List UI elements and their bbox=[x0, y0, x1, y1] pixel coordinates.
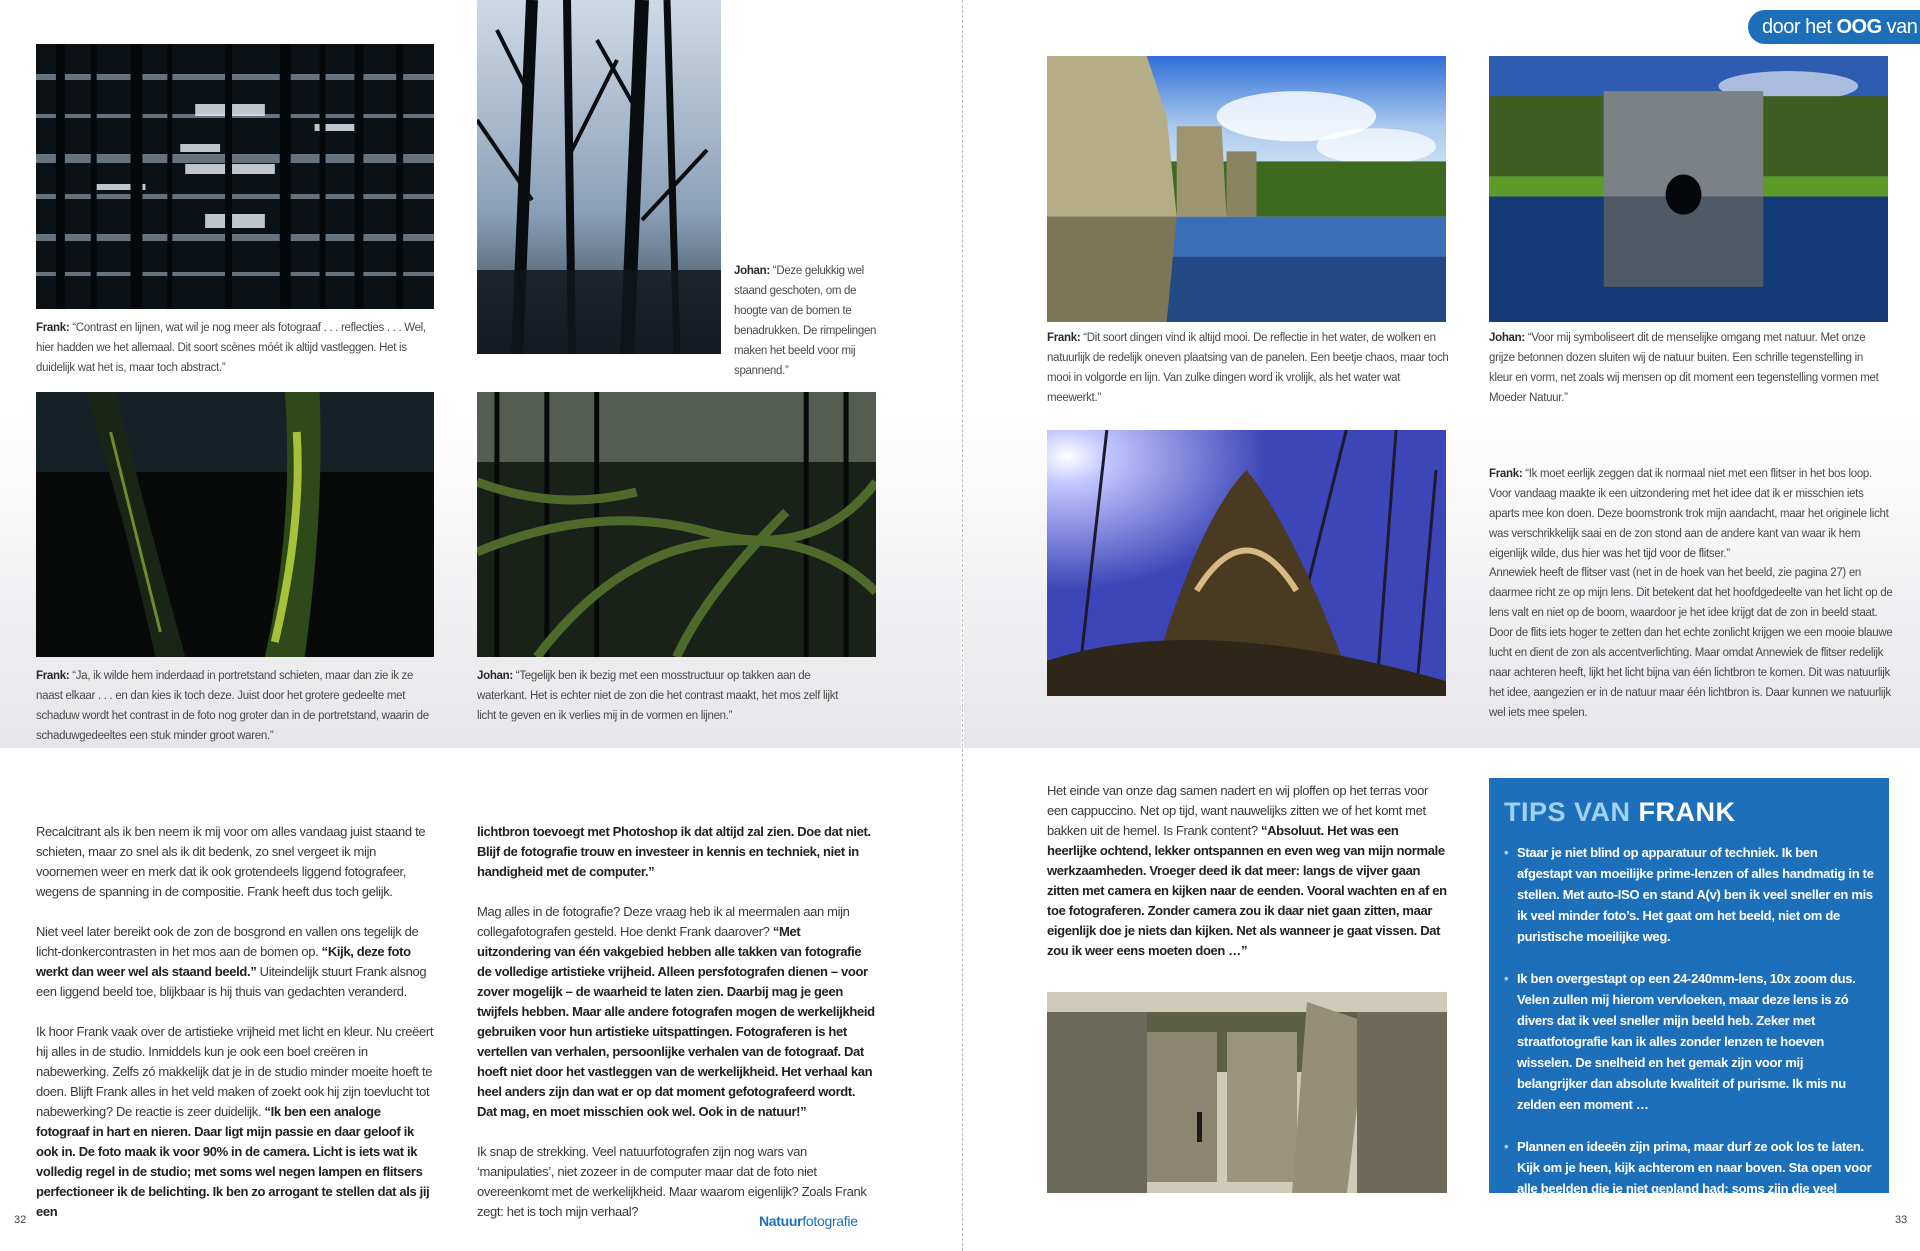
bullet-icon: • bbox=[1504, 971, 1509, 986]
col3-paragraph-1: Het einde van onze dag samen nadert en wij ploffen op het terras voor een cappuccino. Net op tijd, want nauwelijks zitten we of het komt met bakken uit de hemel. Is Frank content? “Absoluut. Het was een heerlijke ochtend, lekker ontspannen en even weg van mijn normale werkzaamheden. Vroeger deed ik dat meer: langs de vijver gaan zitten met camera en kijken naar de eenden. Vooral wachten en af en toe fotograferen. Zonder camera zou ik daar niet gaan zitten, maar eigenlijk doe je niets dan kijken. Net als wanneer je gaat vissen. Dat zou ik weer eens moeten doen …” bbox=[1047, 783, 1447, 958]
caption-mossy-trunks: Frank: “Ja, ik wilde hem inderdaad in portretstand schieten, maar dan zie ik ze naast elkaar . . . en dan kies ik toch deze. Juist door het grotere gedeelte met schaduw wordt het contrast in de foto nog groter dan in de portretstand, waarin de schaduwgedeeltes een stuk minder groot waren.” bbox=[36, 670, 429, 742]
article-column-2 bbox=[477, 822, 877, 1242]
tips-box bbox=[1489, 778, 1889, 1217]
photo-tree-stump bbox=[1047, 430, 1446, 696]
photo-mossy-trunks bbox=[36, 392, 434, 657]
bullet-icon: • bbox=[1504, 845, 1509, 860]
col2-paragraph-3: Ik snap de strekking. Veel natuurfotografen zijn nog wars van ‘manipulaties’, niet zozeer in de computer maar dat de foto niet overeenkomt met de werkelijkheid. Maar waarom eigenlijk? Zoals Frank zegt: het is toch mijn verhaal? bbox=[477, 1144, 867, 1219]
photo-concrete-cube bbox=[1489, 56, 1888, 322]
stump-anneweik-text: Annewiek heeft de flitser vast (net in de hoek van het beeld, zie pagina 27) en daarmee richt ze op mijn lens. Dit betekent dat het hoofdgedeelte van het licht op de lens valt en niet op de boom, waardoor je het idee krijgt dat de zon in beeld staat. Door de flits iets hoger te zetten dan het echte zonlicht krijgen we een mooie blauwe lucht en dient de zon als accentverlichting. Maar omdat Annewiek de flitser redelijk naar achteren heeft, lijkt het licht bijna van één lichtbron te komen. Dit was natuurlijk het idee, aangezien er in de natuur maar één lichtbron is. Daar kunnen we natuurlijk wel iets mee spelen. bbox=[1489, 567, 1893, 719]
tip-item: • Staar je niet blind op apparatuur of techniek. Ik ben afgestapt van moeilijke prime-lenzen of alles handmatig in te stellen. Met auto-ISO en stand A(v) ben ik veel sneller en mis ik veel minder foto’s. Het gaat om het beeld, niet om de puristische moeilijke weg. bbox=[1504, 842, 1875, 947]
photo-concrete-panels bbox=[1047, 56, 1446, 322]
page-gutter bbox=[962, 0, 963, 1251]
caption-concrete-panels: Frank: “Dit soort dingen vind ik altijd mooi. De reflectie in het water, de wolken en natuurlijk de redelijk oneven plaatsing van de panelen. Een beetje chaos, maar toch mooi in volgorde en lijn. Van zulke dingen word ik vrolijk, als het water wat meewerkt.” bbox=[1047, 332, 1449, 404]
col1-paragraph-2: Niet veel later bereikt ook de zon de bosgrond en vallen ons tegelijk de licht-donkercontrasten in het mos aan de bomen op. “Kijk, deze foto werkt dan weer wel als staand beeld.” Uiteindelijk stuurt Frank alsnog een liggend beeld toe, blijkbaar is hij thuis van gedachten veranderd. bbox=[36, 924, 427, 999]
caption-reflection-trees: Frank: “Contrast en lijnen, wat wil je nog meer als fotograaf . . . reflecties . . . Wel, hier hadden we het allemaal. Dit soort scènes móét ik altijd vastleggen. Het is duidelijk wat het is, maar toch abstract.” bbox=[36, 322, 426, 374]
col2-paragraph-2: Mag alles in de fotografie? Deze vraag heb ik al meermalen aan mijn collegafotografen gesteld. Hoe denkt Frank daarover? “Met uitzondering van één vakgebied hebben alle takken van fotografie de volledige artistieke vrijheid. Alleen persfotografen dienen – voor zover mogelijk – de waarheid te laten zien. Daarbij mag je geen twijfels hebben. Maar alle andere fotografen mogen de werkelijkheid gebruiken voor hun artistieke uitspattingen. Fotograferen is het vertellen van verhalen, persoonlijke verhalen van de fotograaf. Dat hoeft niet door het vastleggen van de werkelijkheid. Het verhaal kan heel anders zijn dan wat er op dat moment gefotografeerd wordt. Dat mag, en moet misschien ook wel. Ook in de natuur!” bbox=[477, 904, 875, 1119]
stump-frank-quote: Frank: “Ik moet eerlijk zeggen dat ik normaal niet met een flitser in het bos loop. Voor vandaag maakte ik een uitzondering met het idee dat ik er misschien iets aparts mee kon doen. Deze boomstronk trok mijn aandacht, maar het originele licht was verschrikkelijk saai en de zon stond aan de andere kant van waar ik hem eigenlijk wilde, dus hier was het tijd voor de flitser.” bbox=[1489, 468, 1889, 560]
col1-paragraph-3: Ik hoor Frank vaak over de artistieke vrijheid met licht en kleur. Nu creëert hij alles in de studio. Inmiddels kun je ook een boel creëren in nabewerking. Zelfs zó makkelijk dat je in de studio minder moeite hoeft te doen. Blijft Frank alles in het veld maken of zoekt ook hij zijn toevlucht tot nabewerking? De reactie is zeer duidelijk. “Ik ben een analoge fotograaf in hart en nieren. Daar ligt mijn passie en daar geloof ik ook in. De foto maak ik voor 90% in de camera. Licht is iets wat ik volledig regel in de studio; met soms wel negen lampen en flitsers perfectioneer ik de belichting. Ik ben zo arrogant te stellen dat als jij een bbox=[36, 1024, 434, 1219]
article-column-3 bbox=[1047, 781, 1450, 981]
bullet-icon: • bbox=[1504, 1139, 1509, 1154]
photo-moss-branches bbox=[477, 392, 876, 657]
photo-concrete-walls bbox=[1047, 992, 1447, 1193]
page-number-right: 33 bbox=[1895, 1214, 1908, 1226]
article-column-1 bbox=[36, 822, 436, 1242]
section-header-tab: door het OOG van bbox=[1748, 10, 1920, 44]
caption-moss-branches: Johan: “Tegelijk ben ik bezig met een mosstructuur op takken aan de waterkant. Het is echter niet de zon die het contrast maakt, het mos zelf lijkt licht te geven en ik verlies mij in de vormen en lijnen.” bbox=[477, 670, 839, 722]
magazine-logo: Natuurfotografie bbox=[759, 1213, 858, 1229]
col1-paragraph-1: Recalcitrant als ik ben neem ik mij voor om alles vandaag juist staand te schieten, maar zo snel als ik dit bedenk, zo snel vergeet ik mijn voornemen weer en merk dat ik ook grotendeels liggend fotografeer, wegens de spanning in de compositie. Frank heeft dus toch gelijk. bbox=[36, 824, 426, 899]
page-number-left: 32 bbox=[14, 1214, 27, 1226]
tips-title: TIPS VAN FRANK bbox=[1504, 797, 1736, 827]
photo-reflection-trees bbox=[36, 44, 434, 309]
col2-paragraph-1: lichtbron toevoegt met Photoshop ik dat altijd zal zien. Doe dat niet. Blijf de fotografie trouw en investeer in kennis en techniek, niet in handigheid met de computer.” bbox=[477, 824, 871, 879]
tips-list bbox=[1489, 842, 1889, 1220]
tip-item: • Ik ben overgestapt op een 24-240mm-lens, 10x zoom dus. Velen zullen mij hierom vervloeken, maar deze lens is zó divers dat ik veel sneller mijn beeld heb. Zeker met straatfotografie kan ik alles zonder lenzen te hoeven wisselen. De snelheid en het gemak zijn voor mij belangrijker dan absolute kwaliteit of purisme. Ik mis nu zelden een moment … bbox=[1504, 968, 1875, 1115]
caption-concrete-cube: Johan: “Voor mij symboliseert dit de menselijke omgang met natuur. Met onze grijze betonnen dozen sluiten wij de natuur buiten. Een schrille tegenstelling in kleur en vorm, net zoals wij mensen op dit moment een tegenstelling vormen met Moeder Natuur.” bbox=[1489, 332, 1879, 404]
photo-portrait-trees bbox=[477, 0, 721, 354]
caption-portrait-trees: Johan: “Deze gelukkig wel staand geschoten, om de hoogte van de bomen te benadrukken. De rimpelingen maken het beeld voor mij spannend.” bbox=[734, 265, 877, 377]
tip-item: • Plannen en ideeën zijn prima, maar durf ze ook los te laten. Kijk om je heen, kijk achterom en naar boven. Sta open voor alle beelden die je niet gepland had; soms zijn die veel mooier dan wat je had willen doen … bbox=[1504, 1136, 1875, 1220]
